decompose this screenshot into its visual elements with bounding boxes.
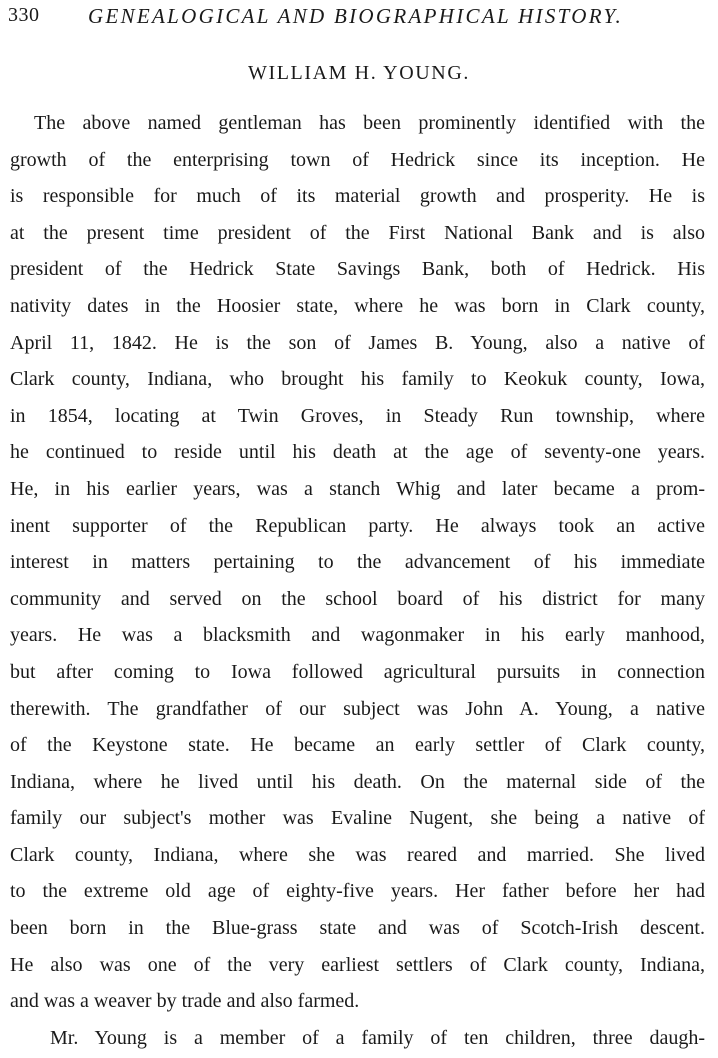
running-head bbox=[8, 2, 710, 32]
text-line: nativity dates in the Hoosier state, where he was born in Clark county, bbox=[10, 294, 705, 317]
text-line: family our subject's mother was Evaline Nugent, she being a native of bbox=[10, 807, 705, 830]
text-line: Mr. Young is a member of a family of ten children, three daugh- bbox=[50, 1026, 705, 1049]
text-line: been born in the Blue-grass state and was of Scotch-Irish descent. bbox=[10, 917, 705, 940]
text-line: and was a weaver by trade and also farmed. bbox=[10, 990, 360, 1013]
text-line: of the Keystone state. He became an early settler of Clark county, bbox=[10, 734, 705, 757]
page-number: 330 bbox=[8, 4, 40, 26]
text-line: Clark county, Indiana, where she was reared and married. She lived bbox=[10, 843, 705, 866]
text-line: but after coming to Iowa followed agricultural pursuits in connection bbox=[10, 660, 705, 683]
text-line: Indiana, where he lived until his death. On the maternal side of the bbox=[10, 770, 705, 793]
text-line: He, in his earlier years, was a stanch Whig and later became a prom- bbox=[10, 477, 705, 500]
text-line: Clark county, Indiana, who brought his family to Keokuk county, Iowa, bbox=[10, 368, 705, 391]
text-line: in 1854, locating at Twin Groves, in Steady Run township, where bbox=[10, 404, 705, 427]
text-line: therewith. The grandfather of our subject was John A. Young, a native bbox=[10, 697, 705, 720]
section-title: WILLIAM H. YOUNG. bbox=[248, 62, 470, 84]
running-title: GENEALOGICAL AND BIOGRAPHICAL HISTORY. bbox=[88, 4, 624, 28]
text-line: He also was one of the very earliest settlers of Clark county, Indiana, bbox=[10, 953, 705, 976]
text-line: April 11, 1842. He is the son of James B. Young, also a native of bbox=[10, 331, 705, 354]
text-line: interest in matters pertaining to the advancement of his immediate bbox=[10, 551, 705, 574]
text-line: growth of the enterprising town of Hedrick since its inception. He bbox=[10, 148, 705, 171]
text-line: he continued to reside until his death at the age of seventy-one years. bbox=[10, 441, 705, 464]
text-line: The above named gentleman has been prominently identified with the bbox=[34, 112, 705, 134]
text-line: years. He was a blacksmith and wagonmaker in his early manhood, bbox=[10, 624, 705, 647]
text-line: at the present time president of the First National Bank and is also bbox=[10, 221, 705, 244]
text-line: is responsible for much of its material growth and prosperity. He is bbox=[10, 185, 705, 208]
text-line: president of the Hedrick State Savings Bank, both of Hedrick. His bbox=[10, 258, 705, 281]
text-line: to the extreme old age of eighty-five years. Her father before her had bbox=[10, 880, 705, 903]
body-text bbox=[10, 105, 705, 1056]
text-line: inent supporter of the Republican party. He always took an active bbox=[10, 514, 705, 537]
text-line: community and served on the school board of his district for many bbox=[10, 587, 705, 610]
